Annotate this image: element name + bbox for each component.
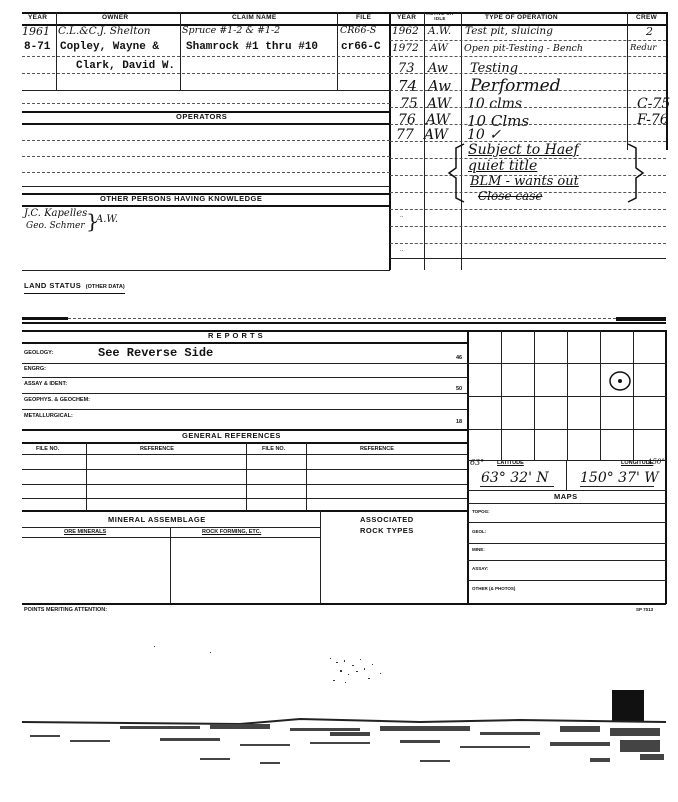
- ops-row-1-type: Test pit, sluicing: [465, 25, 553, 37]
- claim-row-2-owner: Copley, Wayne &: [60, 41, 160, 53]
- ops-row-4-type: Performed: [470, 76, 561, 96]
- col-header-year: YEAR: [28, 14, 48, 21]
- topog-label: TOPOG:: [472, 509, 490, 514]
- rock-types-label: ROCK TYPES: [360, 526, 414, 535]
- form-number: SP 7013: [636, 607, 654, 612]
- latitude-value: 63° 32' N: [481, 470, 549, 486]
- geology-value: See Reverse Side: [98, 346, 214, 360]
- note-line-4: Close case: [478, 189, 543, 203]
- note-line-1: Subject to Haef: [468, 142, 579, 158]
- mineral-assemblage-title: MINERAL ASSEMBLAGE: [108, 515, 206, 524]
- ops-row-6-year: 76: [398, 112, 416, 128]
- land-status-heading: [24, 275, 125, 294]
- longitude-label: LONGITUDE: [621, 460, 654, 466]
- ops-header-year: YEAR: [397, 14, 417, 21]
- ops-row-3-type: Testing: [470, 61, 519, 76]
- ops-row-1-active: A.W.: [428, 25, 452, 37]
- margin-num-3: 18: [456, 419, 463, 425]
- other-persons-label: OTHER PERSONS HAVING KNOWLEDGE: [100, 194, 263, 203]
- ref-header-ref-2: REFERENCE: [360, 446, 394, 452]
- claim-row-2-claim: Shamrock #1 thru #10: [186, 41, 319, 53]
- ore-minerals-label: ORE MINERALS: [64, 529, 107, 535]
- claim-row-1-file: CR66-S: [340, 25, 377, 36]
- ops-row-3-year: 73: [398, 61, 415, 76]
- claim-row-1-year: 1961: [22, 25, 50, 38]
- ops-row-5-active: AW: [427, 96, 451, 112]
- latitude-label: LATITUDE: [497, 460, 524, 466]
- ops-row-2-crew: Redur: [630, 43, 657, 53]
- note-line-2: quiet title: [468, 158, 538, 174]
- col-header-owner: OWNER: [102, 14, 129, 21]
- other-person-2: Geo. Schmer: [26, 221, 85, 231]
- ops-row-5-year: 75: [400, 96, 418, 112]
- other-person-1: J.C. Kapelles: [24, 208, 88, 219]
- ops-row-7-active: AW: [424, 127, 448, 143]
- associated-label: ASSOCIATED: [360, 515, 414, 524]
- points-meriting-label: POINTS MERITING ATTENTION:: [24, 607, 108, 613]
- claim-row-1-owner: C.L.&C.J. Shelton: [58, 25, 151, 37]
- ops-row-2-year: 1972: [392, 42, 419, 54]
- ref-header-file-1: FILE NO.: [36, 446, 60, 452]
- location-marker-icon: [608, 370, 632, 392]
- other-photos-label: OTHER (& PHOTOS): [472, 586, 516, 591]
- note-line-3: BLM - wants out: [470, 174, 579, 189]
- assay-label: ASSAY & IDENT:: [24, 381, 68, 387]
- col-header-file: FILE: [356, 14, 372, 21]
- ops-header-active: ACTIVE OR IDLE: [426, 11, 454, 21]
- rock-forming-label: ROCK FORMING, ETC.: [202, 529, 262, 535]
- brace-mark: }: [86, 209, 99, 233]
- col-header-claim-name: CLAIM NAME: [232, 14, 277, 21]
- margin-num-2: 50: [456, 386, 463, 392]
- ops-header-crew: CREW: [636, 14, 658, 21]
- ops-row-2-active: AW: [430, 42, 448, 54]
- engrg-label: ENGRG:: [24, 366, 46, 372]
- ops-row-2-type: Open pit-Testing - Bench: [464, 43, 584, 54]
- land-status-label: LAND STATUS: [24, 281, 82, 290]
- ops-row-6-active: AW: [426, 112, 450, 128]
- assay-map-label: ASSAY:: [472, 566, 489, 571]
- ref-header-file-2: FILE NO.: [262, 446, 286, 452]
- ops-row-6-type: 10 Clms: [467, 112, 530, 130]
- lat-prefix: 63°: [470, 458, 485, 467]
- claim-row-2-file: cr66-C: [341, 41, 381, 53]
- metallurgical-label: METALLURGICAL:: [24, 413, 73, 419]
- longitude-value: 150° 37' W: [580, 470, 659, 486]
- ops-row-4-active: Aw: [428, 77, 451, 95]
- mine-label: MINE:: [472, 547, 485, 552]
- operators-label: OPERATORS: [176, 112, 228, 121]
- maps-label: MAPS: [554, 492, 578, 501]
- geophys-label: GEOPHYS. & GEOCHEM:: [24, 397, 91, 403]
- claim-row-1-claim: Spruce #1-2 & #1-2: [182, 25, 281, 36]
- ops-row-5-crew: C-75: [637, 96, 671, 112]
- long-suffix: 150°: [648, 458, 665, 466]
- ops-header-type: TYPE OF OPERATION: [485, 14, 558, 21]
- ops-row-6-crew: F-76: [637, 112, 669, 128]
- general-references-title: GENERAL REFERENCES: [182, 431, 281, 440]
- ops-row-4-year: 74: [398, 77, 418, 95]
- ops-row-3-active: Aw: [428, 61, 448, 76]
- scan-noise: [0, 640, 678, 790]
- margin-num-1: 46: [456, 355, 463, 361]
- claim-row-2-year: 8-71: [24, 41, 51, 53]
- claim-row-3-owner: Clark, David W.: [76, 60, 176, 72]
- ref-header-ref-1: REFERENCE: [140, 446, 174, 452]
- geology-label: GEOLOGY:: [24, 350, 54, 356]
- land-status-sublabel: (OTHER DATA): [85, 284, 125, 290]
- geol-label: GEOL:: [472, 529, 487, 534]
- reports-title: R E P O R T S: [208, 331, 264, 340]
- ops-row-1-year: 1962: [392, 25, 419, 37]
- ops-row-5-type: 10 clms: [467, 96, 523, 112]
- ops-row-7-type: 10 ✓: [467, 127, 501, 143]
- ops-row-7-year: 77: [396, 127, 414, 143]
- ops-row-1-crew: 2: [646, 25, 653, 38]
- other-persons-note: A.W.: [96, 214, 119, 225]
